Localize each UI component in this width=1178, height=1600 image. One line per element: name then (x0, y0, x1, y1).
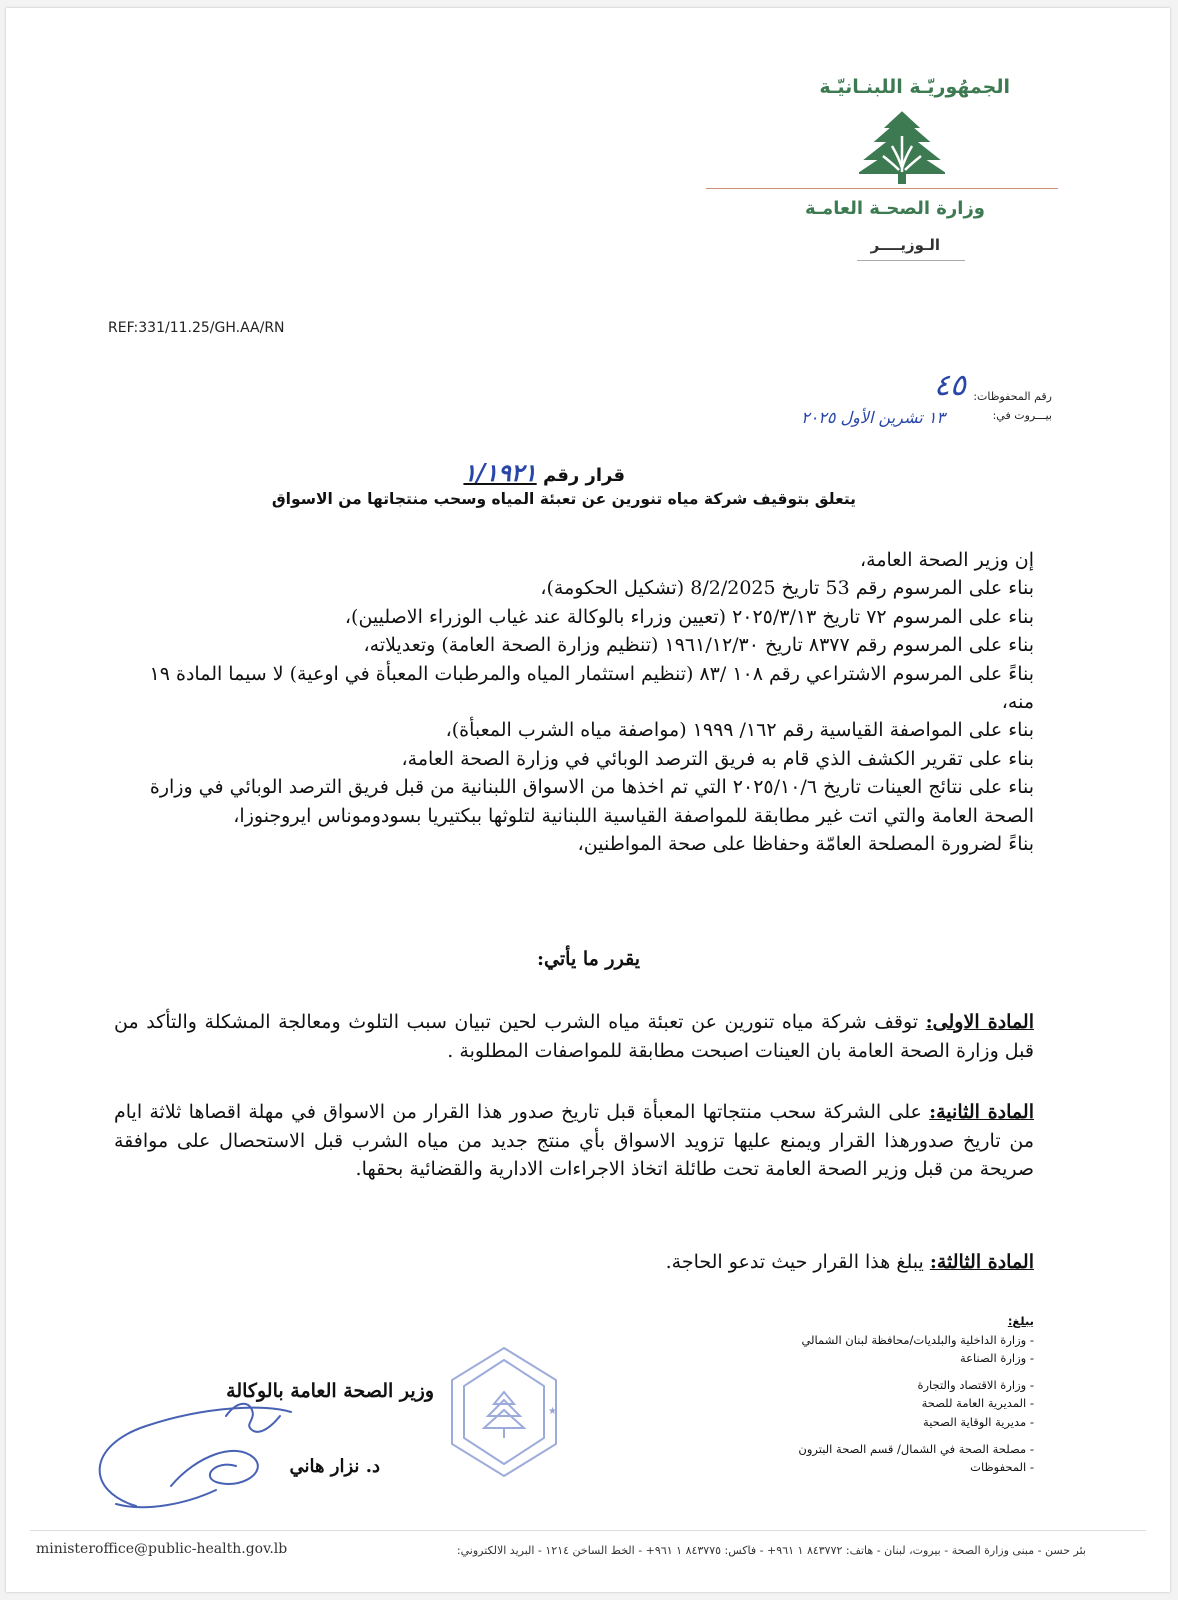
preamble-line: بناء على المرسوم رقم ٨٣٧٧ تاريخ ١٩٦١/١٢/٣٠ (تنظيم وزارة الصحة العامة) وتعديلاته، (363, 634, 1034, 657)
footer-address: بئر حسن - مبنى وزارة الصحة - بيروت، لبنان - هاتف: ٨٤٣٧٧٢ ١ ٩٦١+ - فاكس: ٨٤٣٧٧٥ ١ ٩٦١+ - الخط الساخن ١٢١٤ - البريد الالكتروني: (456, 1544, 1086, 1557)
signer-name: د. نزار هاني (289, 1456, 380, 1477)
document-page (6, 8, 1170, 1592)
minister-title: الـوزيــــر (870, 236, 940, 254)
article-title: المادة الاولى: (925, 1011, 1034, 1033)
notify-item: - مصلحة الصحة في الشمال/ قسم الصحة البترون (798, 1441, 1034, 1456)
footer-email: ministeroffice@public-health.gov.lb (36, 1541, 288, 1557)
notify-item: - المحفوظات (970, 1460, 1034, 1475)
decision-subject: يتعلق بتوقيف شركة مياه تنورين عن تعبئة المياه وسحب منتجاتها من الاسواق (271, 490, 856, 508)
preamble-line: بناء على نتائج العينات تاريخ ٢٠٢٥/١٠/٦ التي تم اخذها من الاسواق اللبنانية من قبل فريق الترصد الوبائي في وزارة الصحة العامة والتي اتت غير مطابقة للمواصفة القياسية اللبنانية لتلوثها ببكتيريا بسودوموناس ايروجنوزا، (149, 776, 1034, 827)
footer-divider (30, 1530, 1146, 1531)
svg-text:★: ★ (548, 1406, 557, 1417)
preamble-line: بناء على تقرير الكشف الذي قام به فريق الترصد الوبائي في وزارة الصحة العامة، (401, 747, 1034, 770)
decides-heading: يقرر ما يأتي: (537, 948, 640, 970)
article-title: المادة الثانية: (929, 1101, 1034, 1123)
republic-title: الجمهُوريّـة اللبنـانيّـة (819, 76, 1010, 98)
article-text: يبلغ هذا القرار حيث تدعو الحاجة. (665, 1251, 924, 1273)
notify-item: - وزارة الاقتصاد والتجارة (917, 1377, 1034, 1392)
notify-list (734, 1312, 1034, 1477)
article-text: على الشركة سحب منتجاتها المعبأة قبل تاريخ صدور هذا القرار من الاسواق في مهلة اقصاها ثلاثة ايام من تاريخ صدورهذا القرار ويمنع عليها تزويد الاسواق بأي منتج جديد من مياه الشرب قبل الاستحصال على موافقة صريحة من قبل وزير الصحة العامة تحت طائلة اتخاذ الاجراءات الادارية والقضائية بحقها. (114, 1101, 1034, 1181)
preamble-line: بناءً لضرورة المصلحة العامّة وحفاظا على صحة المواطنين، (577, 833, 1034, 856)
notify-item: - المديرية العامة للصحة (921, 1396, 1034, 1411)
preamble (114, 546, 1034, 858)
preamble-line: بناء على المواصفة القياسية رقم ١٦٢/ ١٩٩٩ (مواصفة مياه الشرب المعبأة)، (445, 719, 1034, 742)
archive-number-label: رقم المحفوظات: (973, 390, 1052, 403)
beirut-date-handwritten: ١٣ تشرين الأول ٢٠٢٥ (801, 408, 945, 427)
article-3 (114, 1248, 1034, 1277)
notify-spacer (734, 1368, 1034, 1376)
official-stamp-icon (444, 1344, 564, 1480)
header-divider (706, 188, 1058, 189)
notify-title: يبلغ: (1007, 1314, 1034, 1328)
notify-item: - وزارة الصناعة (959, 1351, 1034, 1366)
beirut-date-label: بيـــروت في: (992, 409, 1052, 422)
minister-divider (857, 260, 965, 261)
article-text: توقف شركة مياه تنورين عن تعبئة مياه الشرب لحين تبيان سبب التلوث ومعالجة المشكلة والتأكد من قبل وزارة الصحة العامة بان العينات اصبحت مطابقة للمواصفات المطلوبة . (114, 1011, 1034, 1062)
preamble-line: بناء على المرسوم رقم 53 تاريخ 8/2/2025 (تشكيل الحكومة)، (540, 577, 1034, 600)
decision-label: قرار رقم (542, 465, 625, 486)
cedar-emblem-icon (859, 106, 945, 186)
decision-number: ١/١٩٢١ (463, 458, 537, 487)
article-1 (114, 1008, 1034, 1065)
article-2 (114, 1098, 1034, 1184)
preamble-line: إن وزير الصحة العامة، (860, 549, 1034, 571)
decision-heading (463, 458, 625, 487)
notify-spacer (734, 1432, 1034, 1440)
reference-number: REF:331/11.25/GH.AA/RN (108, 320, 285, 336)
notify-item: - مديرية الوقاية الصحية (923, 1414, 1034, 1429)
preamble-line: بناء على المرسوم ٧٢ تاريخ ٢٠٢٥/٣/١٣ (تعيين وزراء بالوكالة عند غياب الوزراء الاصليين)، (344, 605, 1034, 628)
preamble-line: بناءً على المرسوم الاشتراعي رقم ١٠٨ /٨٣ (تنظيم استثمار المياه والمرطبات المعبأة في اوعية) لا سيما المادة ١٩ منه، (149, 662, 1034, 714)
signer-title: وزير الصحة العامة بالوكالة (226, 1380, 434, 1402)
handwritten-signature-icon (76, 1386, 336, 1516)
archive-number-handwritten: ٤٥ (933, 368, 966, 403)
ministry-name: وزارة الصحـة العامـة (804, 198, 985, 219)
notify-item: - وزارة الداخلية والبلديات/محافظة لبنان الشمالي (801, 1332, 1034, 1347)
article-title: المادة الثالثة: (929, 1251, 1034, 1273)
